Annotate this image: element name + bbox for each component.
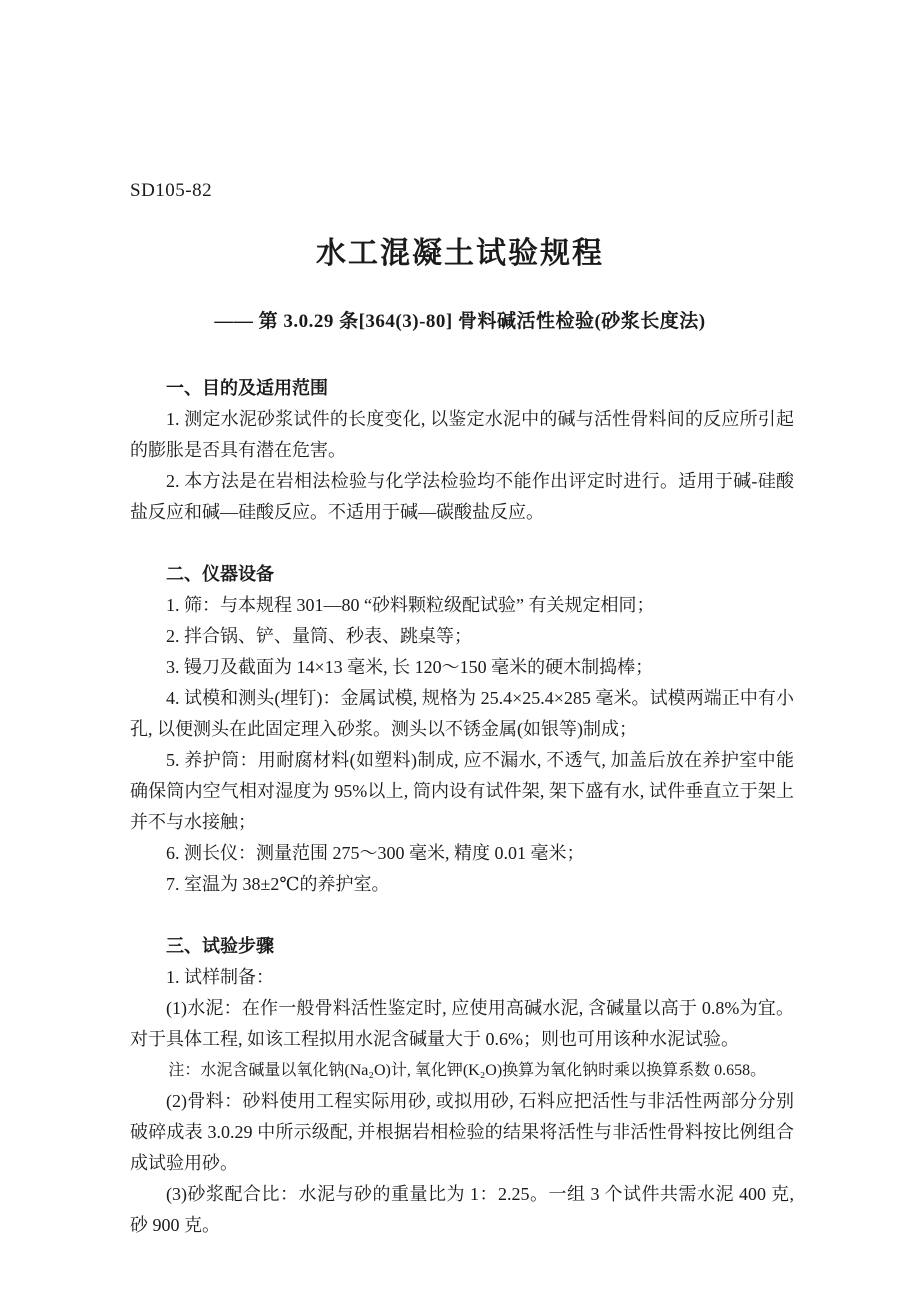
paragraph: 1. 筛：与本规程 301—80 “砂料颗粒级配试验” 有关规定相同；: [166, 595, 655, 615]
paragraph: 1. 测定水泥砂浆试件的长度变化, 以鉴定水泥中的碱与活性骨料间的反应所引起的膨胀是否具有潜在危害。: [130, 409, 794, 460]
paragraph: 7. 室温为 38±2℃的养护室。: [166, 874, 390, 894]
section-equipment: [130, 559, 794, 900]
section-heading: 一、目的及适用范围: [166, 378, 328, 398]
paragraph: 4. 试模和测头(埋钉)：金属试模, 规格为 25.4×25.4×285 毫米。试模两端正中有小孔, 以便测头在此固定理入砂浆。测头以不锈金属(如银等)制成；: [130, 688, 794, 739]
paragraph: (1)水泥：在作一般骨料活性鉴定时, 应使用高碱水泥, 含碱量以高于 0.8%为宜。对于具体工程, 如该工程拟用水泥含碱量大于 0.6%；则也可用该种水泥试验。: [130, 998, 794, 1049]
document-subtitle: —— 第 3.0.29 条[364(3)-80] 骨料碱活性检验(砂浆长度法): [214, 311, 706, 332]
document-body: [130, 373, 794, 1241]
paragraph: 3. 镘刀及截面为 14×13 毫米, 长 120～150 毫米的硬木制捣棒；: [166, 657, 654, 677]
doc-code: SD105-82: [130, 180, 213, 201]
paragraph: (3)砂浆配合比：水泥与砂的重量比为 1：2.25。一组 3 个试件共需水泥 400 克, 砂 900 克。: [130, 1184, 794, 1235]
paragraph: 1. 试样制备：: [166, 967, 274, 987]
paragraph: 6. 测长仪：测量范围 275～300 毫米, 精度 0.01 毫米；: [166, 843, 585, 863]
paragraph: 2. 拌合锅、铲、量筒、秒表、跳桌等；: [166, 626, 472, 646]
section-heading: 二、仪器设备: [166, 564, 274, 584]
document-title: 水工混凝土试验规程: [316, 237, 604, 270]
paragraph: 2. 本方法是在岩相法检验与化学法检验均不能作出评定时进行。适用于碱-硅酸盐反应和碱—硅酸反应。不适用于碱—碳酸盐反应。: [130, 471, 794, 522]
section-procedure: [130, 931, 794, 1241]
note-paragraph: 注：水泥含碱量以氧化钠(Na₂O)计, 氧化钾(K₂O)换算为氧化钠时乘以换算系数 0.658。: [168, 1062, 767, 1079]
paragraph: (2)骨料：砂料使用工程实际用砂, 或拟用砂, 石料应把活性与非活性两部分分别破碎成表 3.0.29 中所示级配, 并根据岩相检验的结果将活性与非活性骨料按比例组合成试验用砂。: [130, 1091, 794, 1173]
section-purpose-scope: [130, 373, 794, 528]
section-heading: 三、试验步骤: [166, 936, 274, 956]
paragraph: 5. 养护筒：用耐腐材料(如塑料)制成, 应不漏水, 不透气, 加盖后放在养护室中能确保筒内空气相对湿度为 95%以上, 筒内设有试件架, 架下盛有水, 试件垂直立于架上并不与水接触；: [130, 750, 794, 832]
